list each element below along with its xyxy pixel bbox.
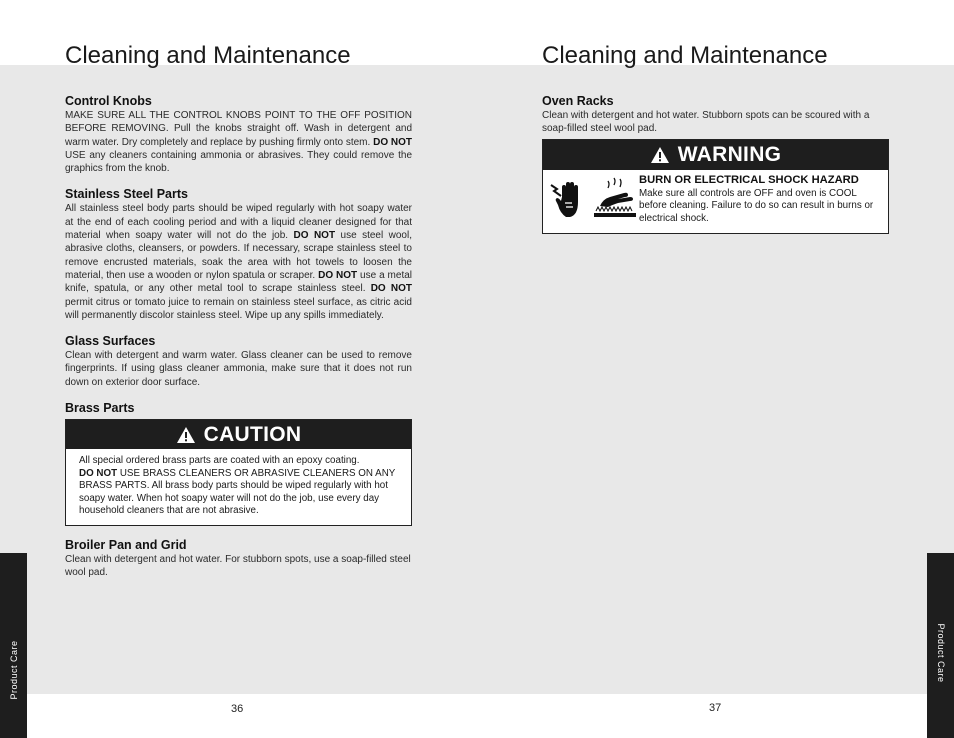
emphasis-text: DO NOT	[373, 136, 412, 148]
section-title: Brass Parts	[65, 401, 135, 416]
warning-text-block	[639, 175, 882, 226]
warning-subtitle: BURN OR ELECTRICAL SHOCK HAZARD	[639, 173, 859, 186]
left-column	[65, 94, 412, 592]
section-oven-racks	[542, 94, 889, 136]
page-title-left: Cleaning and Maintenance	[65, 42, 351, 69]
section-broiler-pan	[65, 538, 412, 580]
warning-triangle-icon	[650, 146, 670, 164]
warning-description: Make sure all controls are OFF and oven is COOL before cleaning. Failure to do so can result in burns or electrical shock.	[639, 187, 874, 224]
section-title: Broiler Pan and Grid	[65, 538, 187, 553]
right-column	[542, 94, 889, 234]
section-title: Control Knobs	[65, 94, 152, 108]
section-brass-parts	[65, 401, 412, 415]
section-text: Clean with detergent and hot water. Stubborn spots can be scoured with a soap-filled steel wool pad.	[542, 110, 870, 135]
warning-box	[542, 139, 889, 235]
text-span: use steel wool, abrasive cloths, cleansers, or powders. If necessary, scrape stainless steel to remove encrusted materials, soak the area with hot towels to loosen the material, then use a wooden or nylon spatula or scraper.	[65, 230, 412, 281]
caution-header	[66, 420, 411, 449]
section-title: Stainless Steel Parts	[65, 187, 188, 202]
section-text: Clean with detergent and warm water. Glass cleaner can be used to remove fingerprints. If using glass cleaner ammonia, make sure that it does not run down on exterior door surface.	[65, 350, 412, 388]
section-text	[65, 202, 412, 322]
page-number-right: 37	[709, 702, 722, 714]
emphasis-text: DO NOT	[318, 269, 358, 281]
section-control-knobs	[65, 94, 412, 175]
section-text	[65, 109, 412, 175]
caution-text	[66, 449, 411, 525]
page-title-right: Cleaning and Maintenance	[542, 42, 828, 69]
text-span: All stainless steel body parts should be wiped regularly with hot soapy water at the end of each cooling period and with a liquid cleaner designed for that material when soapy water will not do the job.	[65, 203, 412, 242]
text-span: USE BRASS CLEANERS OR ABRASIVE CLEANERS ON ANY BRASS PARTS. All brass body parts should be wiped regularly with hot soapy water. When hot soapy water will not do the job, use every day household cleaners that are not abrasive.	[79, 467, 396, 517]
side-tab-right	[927, 553, 954, 738]
section-stainless-steel	[65, 187, 412, 322]
text-span: USE any cleaners containing ammonia or abrasives. They could remove the graphics from the knob.	[65, 149, 412, 175]
caution-label: CAUTION	[203, 422, 302, 446]
side-tab-left	[0, 553, 27, 738]
warning-triangle-icon	[176, 426, 196, 444]
electric-shock-hand-icon	[551, 182, 578, 217]
warning-label: WARNING	[677, 142, 782, 166]
emphasis-text: DO NOT	[79, 467, 118, 479]
text-span: All special ordered brass parts are coated with an epoxy coating.	[79, 455, 360, 467]
text-span: permit citrus or tomato juice to remain on stainless steel surface, as citric acid will permanently discolor stainless steel. Wipe up any spills immediately.	[65, 296, 412, 321]
burn-hand-icon	[594, 178, 636, 217]
section-text: Clean with detergent and hot water. For stubborn spots, use a soap-filled steel wool pad.	[65, 554, 411, 579]
section-title: Oven Racks	[542, 94, 614, 108]
warning-content	[543, 170, 888, 234]
page-number-left: 36	[231, 703, 244, 715]
side-tab-label: Product Care	[8, 640, 19, 700]
text-span: MAKE SURE ALL THE CONTROL KNOBS POINT TO THE OFF POSITION BEFORE REMOVING. Pull the knobs straight off. Wash in detergent and warm water. Dry completely and replace by pushing firmly onto stem.	[65, 110, 412, 148]
side-tab-label: Product Care	[935, 623, 946, 683]
emphasis-text: DO NOT	[293, 230, 336, 242]
hazard-icons	[548, 175, 639, 223]
emphasis-text: DO NOT	[370, 283, 412, 295]
section-title: Glass Surfaces	[65, 334, 156, 349]
warning-header	[543, 140, 888, 170]
section-glass-surfaces	[65, 334, 412, 389]
text-span: use a metal knife, spatula, or any other metal tool to scrape stainless steel.	[65, 269, 413, 295]
caution-box	[65, 419, 412, 526]
